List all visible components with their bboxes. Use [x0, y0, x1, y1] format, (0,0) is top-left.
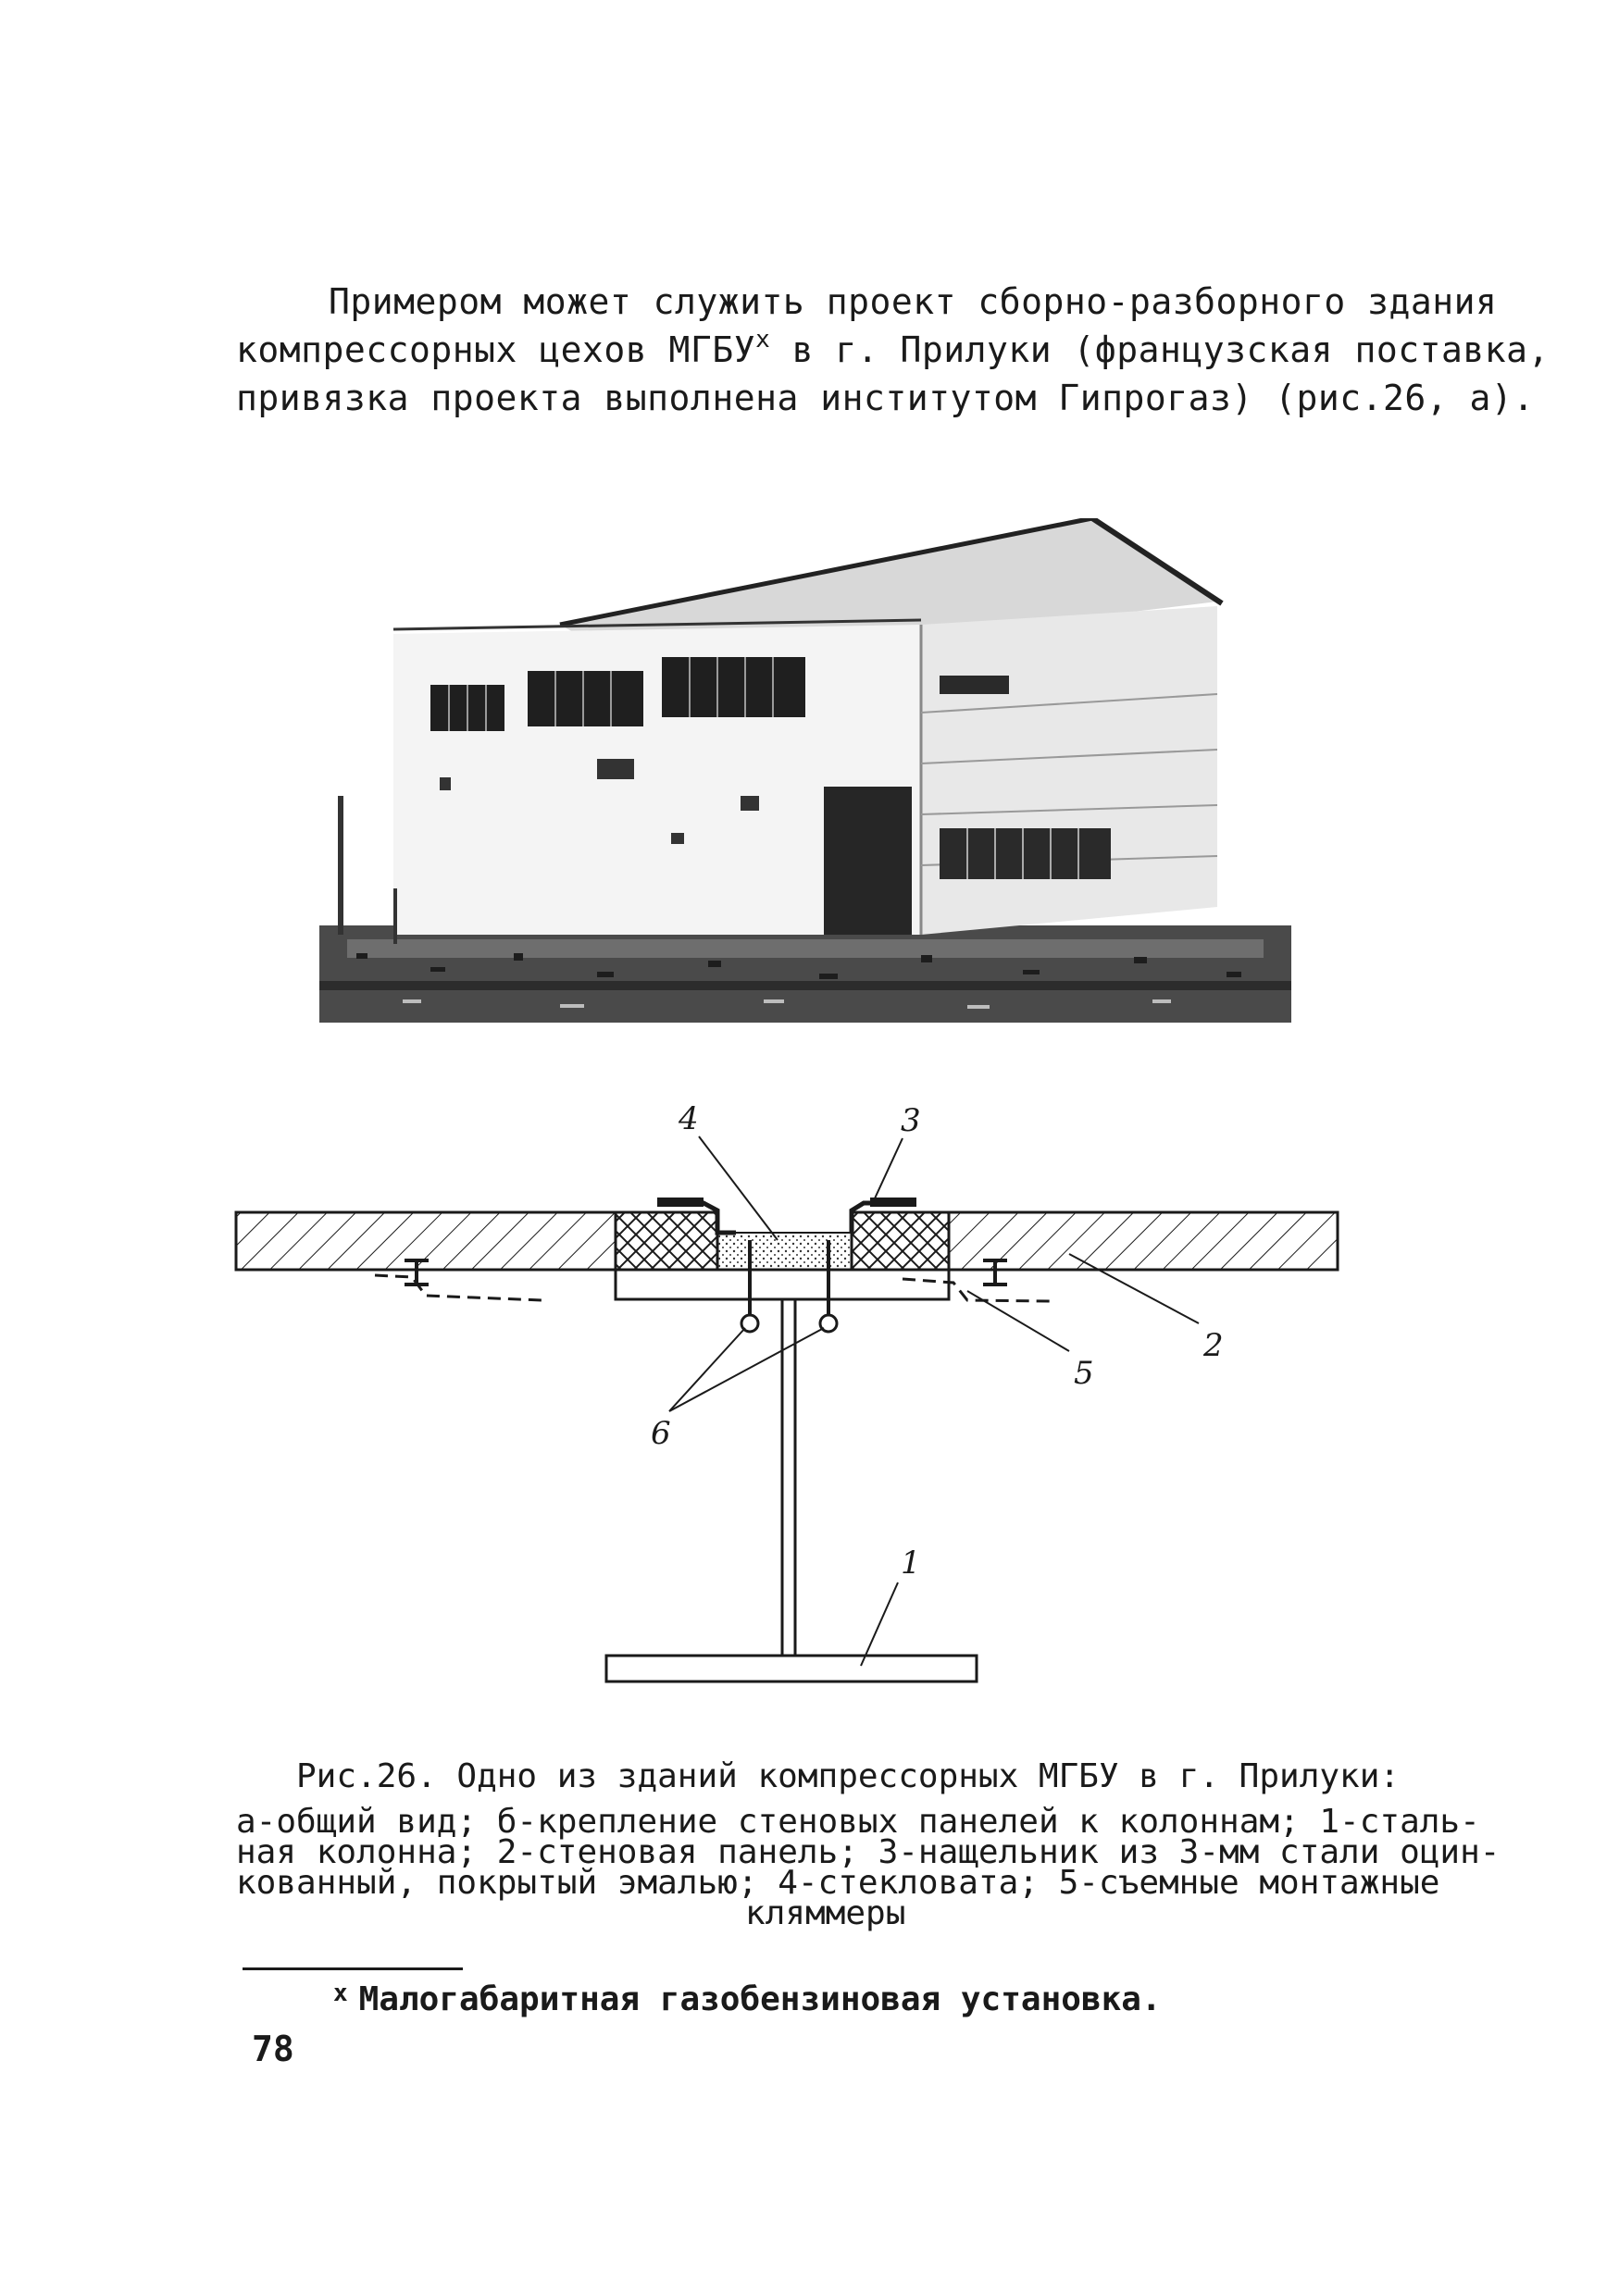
- steel-column-web: [782, 1299, 795, 1656]
- steel-column-flange: [606, 1656, 977, 1682]
- intro-line-3: привязка проекта выполнена институтом Гипрогаз) (рис.26, а).: [236, 378, 1535, 418]
- callout-4: 4: [679, 1100, 699, 1137]
- panel-fastening-drawing: [236, 1101, 1347, 1712]
- page-number: 78: [252, 2029, 294, 2069]
- footnote: [333, 1980, 1162, 2018]
- footnote-marker: х: [333, 1980, 348, 2007]
- caption-legend-line: ная колонна; 2-стеновая панель; 3-нащельник из 3-мм стали оцин-: [236, 1833, 1501, 1871]
- callout-2: 2: [1203, 1327, 1224, 1364]
- callout-1: 1: [901, 1545, 921, 1582]
- intro-line-2-start: компрессорных цехов МГБУ: [236, 329, 756, 370]
- clamp-left: [375, 1275, 542, 1300]
- intro-line-2-end: в г. Прилуки (французская поставка,: [770, 329, 1550, 370]
- building-photo-image: [319, 518, 1291, 1023]
- panel-fastening-detail: [236, 1101, 1347, 1712]
- caption-legend-line: кляммеры: [745, 1894, 906, 1932]
- building-photo: [319, 518, 1291, 1023]
- callout-5: 5: [1074, 1355, 1094, 1392]
- footnote-text: Малогабаритная газобензиновая установка.: [358, 1980, 1162, 2018]
- callout-3: 3: [901, 1102, 921, 1139]
- caption-legend: [236, 1803, 1501, 1932]
- intro-line-1: Примером может служить проект сборно-разборного здания: [329, 281, 1498, 322]
- intro-footnote-marker: х: [755, 326, 771, 354]
- footnote-divider: [243, 1967, 463, 1970]
- callout-6: 6: [651, 1415, 671, 1452]
- intro-paragraph: [236, 278, 1550, 422]
- glass-wool-fill: [717, 1233, 852, 1270]
- caption-title: Рис.26. Одно из зданий компрессорных МГБУ в г. Прилуки:: [296, 1757, 1401, 1795]
- figure-caption: [236, 1757, 1501, 1932]
- caption-legend-line: кованный, покрытый эмалью; 4-стекловата; 5-съемные монтажные: [236, 1864, 1440, 1902]
- caption-legend-line: а-общий вид; б-крепление стеновых панелей к колоннам; 1-сталь-: [236, 1803, 1480, 1841]
- intro-line-2: [236, 326, 1550, 374]
